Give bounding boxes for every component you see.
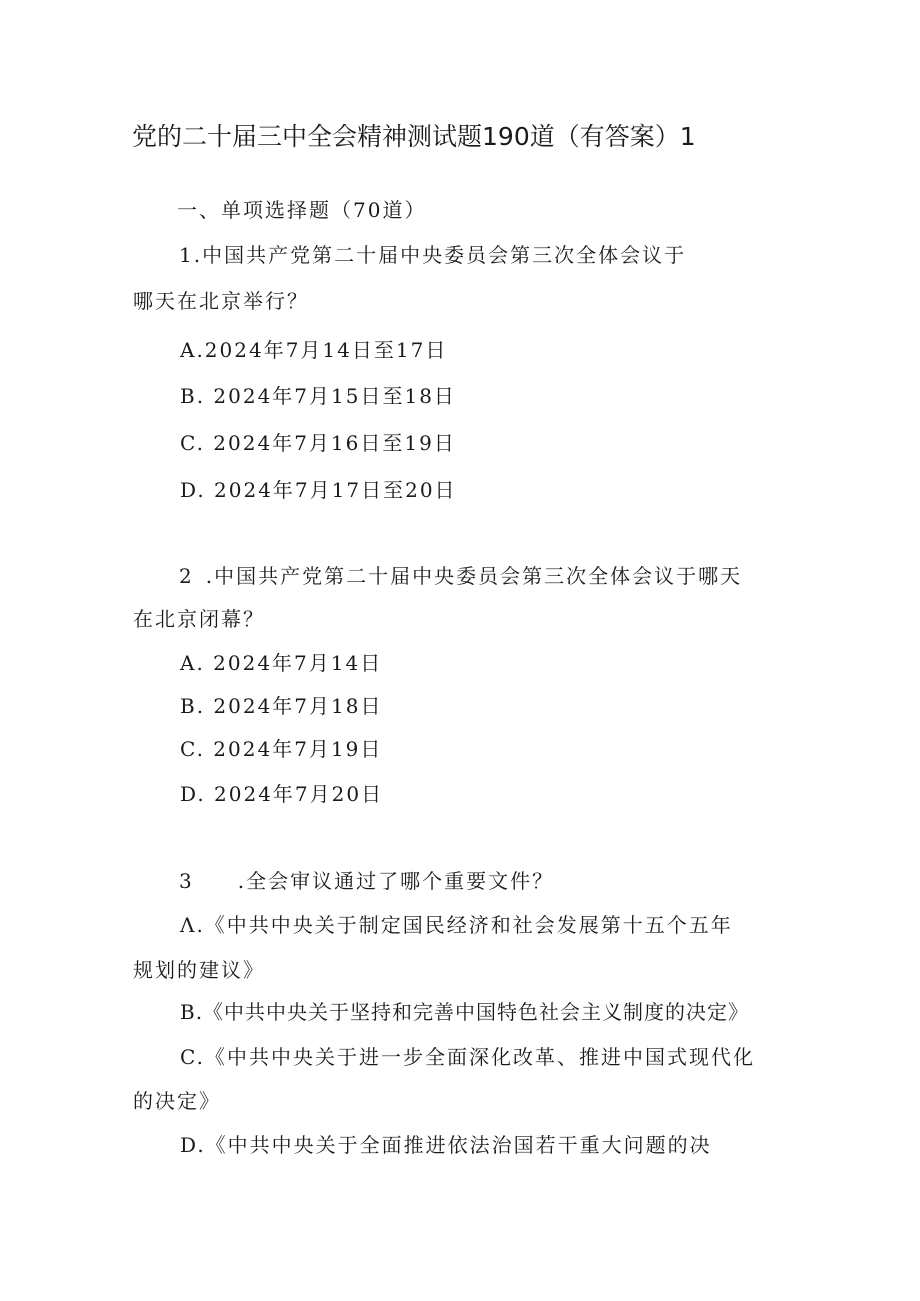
- document-title: 党的二十届三中全会精神测试题190道（有答案）1: [132, 122, 696, 151]
- question-3-option-a-line-1: Λ.《中共中央关于制定国民经济和社会发展第十五个五年: [180, 913, 733, 937]
- question-3-option-d: D.《中共中央关于全面推进依法治国若干重大问题的决: [180, 1133, 712, 1157]
- question-1-number: 1.: [179, 243, 203, 267]
- question-3-option-c-line-1: C.《中共中央关于进一步全面深化改革、推进中国式现代化: [180, 1045, 755, 1069]
- question-1-option-b: B. 2024年7月15日至18日: [180, 384, 456, 408]
- question-2-line-1: [179, 561, 742, 591]
- section-heading: 一、单项选择题（70道）: [177, 198, 427, 222]
- question-3-option-b: B.《中共中央关于坚持和完善中国特色社会主义制度的决定》: [180, 1000, 750, 1024]
- question-1-option-a: A.2024年7月14日至17日: [180, 338, 448, 362]
- question-2-number: 2: [179, 564, 194, 588]
- question-2-line-2: 在北京闭幕？: [133, 607, 265, 631]
- question-2-text: .中国共产党第二十届中央委员会第三次全体会议于哪天: [205, 564, 743, 588]
- question-2-option-b: B. 2024年7月18日: [180, 694, 383, 718]
- question-3-text: .全会审议通过了哪个重要文件？: [237, 869, 555, 893]
- question-3-option-a-line-2: 规划的建议》: [133, 958, 265, 982]
- question-1-text: 中国共产党第二十届中央委员会第三次全体会议于: [202, 243, 687, 267]
- question-3-line-1: [179, 866, 554, 896]
- question-2-option-c: C. 2024年7月19日: [180, 737, 383, 761]
- question-1-line-1: [179, 240, 686, 270]
- question-3-number: 3: [179, 869, 194, 893]
- question-1-line-2: 哪天在北京举行？: [133, 289, 309, 313]
- question-3-option-c-line-2: 的决定》: [133, 1089, 221, 1113]
- question-2-option-a: A. 2024年7月14日: [180, 651, 383, 675]
- question-2-option-d: D. 2024年7月20日: [180, 782, 384, 806]
- question-1-option-d: D. 2024年7月17日至20日: [180, 478, 457, 502]
- question-1-option-c: C. 2024年7月16日至19日: [180, 431, 456, 455]
